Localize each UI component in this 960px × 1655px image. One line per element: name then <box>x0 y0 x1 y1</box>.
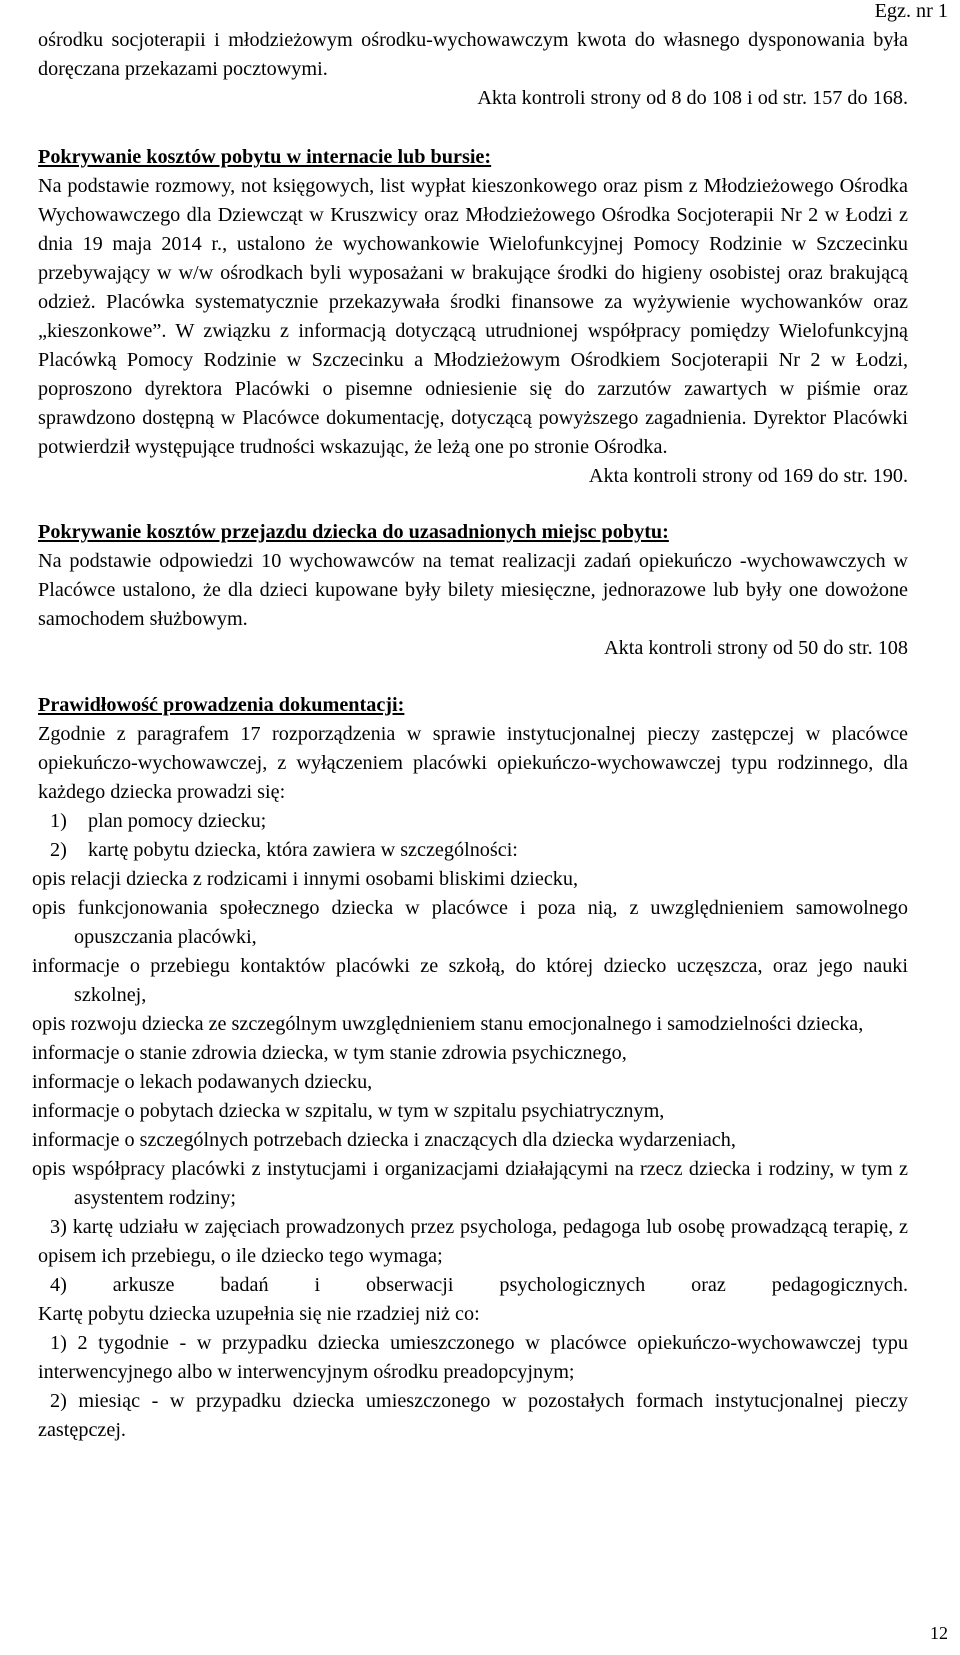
update-item-1: 1) 2 tygodnie - w przypadku dziecka umieszczonego w placówce opiekuńczo-wychowawczej typu interwencyjnego albo w interwencyjnym ośrodku preadopcyjnym; <box>38 1332 908 1383</box>
sublist-item-a: opis relacji dziecka z rodzicami i innymi osobami bliskimi dziecku, <box>32 868 579 890</box>
sublist-item-b: opis funkcjonowania społecznego dziecka w placówce i poza nią, z uwzględnieniem samowolnego opuszczania placówki, <box>32 897 908 948</box>
document-body <box>32 26 908 1445</box>
section3-body: Zgodnie z paragrafem 17 rozporządzenia w sprawie instytucjonalnej pieczy zastępczej w placówce opiekuńczo-wychowawczej, z wyłączeniem placówki opiekuńczo-wychowawczej typu rodzinnego, dla każdego dziecka prowadzi się: <box>38 723 908 803</box>
copy-number-label: Egz. nr 1 <box>874 0 948 22</box>
section3-heading: Prawidłowość prowadzenia dokumentacji: <box>38 694 405 716</box>
section2-reference: Akta kontroli strony od 50 do str. 108 <box>604 637 908 659</box>
section2-heading: Pokrywanie kosztów przejazdu dziecka do uzasadnionych miejsc pobytu: <box>38 521 669 543</box>
section1-reference: Akta kontroli strony od 169 do str. 190. <box>588 465 908 487</box>
section2-body: Na podstawie odpowiedzi 10 wychowawców na temat realizacji zadań opiekuńczo -wychowawczych w Placówce ustalono, że dla dzieci kupowane były bilety miesięczne, jednorazowe lub były one dowożone samochodem służbowym. <box>38 550 908 630</box>
update-intro: Kartę pobytu dziecka uzupełnia się nie rzadziej niż co: <box>38 1303 480 1325</box>
sublist-item-d: opis rozwoju dziecka ze szczególnym uwzględnieniem stanu emocjonalnego i samodzielności dziecka, <box>32 1013 864 1035</box>
page-number: 12 <box>930 1623 948 1643</box>
section1-heading: Pokrywanie kosztów pobytu w internacie lub bursie: <box>38 146 492 168</box>
sublist-item-i: opis współpracy placówki z instytucjami i organizacjami działającymi na rzecz dziecka i rodziny, w tym z asystentem rodziny; <box>32 1158 908 1209</box>
list-item-3: 3) kartę udziału w zajęciach prowadzonych przez psychologa, pedagoga lub osobę prowadzącą terapię, z opisem ich przebiegu, o ile dziecko tego wymaga; <box>38 1216 908 1267</box>
list-item-1: 1) plan pomocy dziecku; <box>50 810 267 832</box>
sublist-item-e: informacje o stanie zdrowia dziecka, w tym stanie zdrowia psychicznego, <box>32 1042 627 1064</box>
list-item-2: 2) kartę pobytu dziecka, która zawiera w szczególności: <box>50 839 518 861</box>
sublist-item-f: informacje o lekach podawanych dziecku, <box>32 1071 373 1093</box>
intro-reference: Akta kontroli strony od 8 do 108 i od str. 157 do 168. <box>477 87 908 109</box>
list-item-4: 4) arkusze badań i obserwacji psychologicznych oraz pedagogicznych. <box>50 1274 908 1296</box>
section1-body: Na podstawie rozmowy, not księgowych, list wypłat kieszonkowego oraz pism z Młodzieżowego Ośrodka Wychowawczego dla Dziewcząt w Kruszwicy oraz Młodzieżowego Ośrodka Socjoterapii Nr 2 w Łodzi z dnia 19 maja 2014 r., ustalono że wychowankowie Wielofunkcyjnej Pomocy Rodzinie w Szczecinku przebywający w w/w ośrodkach byli wyposażani w brakujące środki do higieny osobistej oraz brakującą odzież. Placówka systematycznie przekazywała środki finansowe za wyżywienie wychowanków oraz „kieszonkowe”. W związku z informacją dotyczącą utrudnionej współpracy pomiędzy Wielofunkcyjną Placówką Pomocy Rodzinie w Szczecinku a Młodzieżowym Ośrodkiem Socjoterapii Nr 2 w Łodzi, poproszono dyrektora Placówki o pisemne odniesienie się do zarzutów zawartych w piśmie oraz sprawdzono dostępną w Placówce dokumentację, dotyczącą powyższego zagadnienia. Dyrektor Placówki potwierdził występujące trudności wskazując, że leżą one po stronie Ośrodka. <box>38 175 908 458</box>
sublist-item-h: informacje o szczególnych potrzebach dziecka i znaczących dla dziecka wydarzeniach, <box>32 1129 736 1151</box>
sublist-item-c: informacje o przebiegu kontaktów placówki ze szkołą, do której dziecko uczęszcza, oraz jego nauki szkolnej, <box>32 955 908 1006</box>
sublist-item-g: informacje o pobytach dziecka w szpitalu, w tym w szpitalu psychiatrycznym, <box>32 1100 665 1122</box>
update-item-2: 2) miesiąc - w przypadku dziecka umieszczonego w pozostałych formach instytucjonalnej pieczy zastępczej. <box>38 1390 908 1441</box>
intro-paragraph: ośrodku socjoterapii i młodzieżowym ośrodku-wychowawczym kwota do własnego dysponowania była doręczana przekazami pocztowymi. <box>38 29 908 80</box>
